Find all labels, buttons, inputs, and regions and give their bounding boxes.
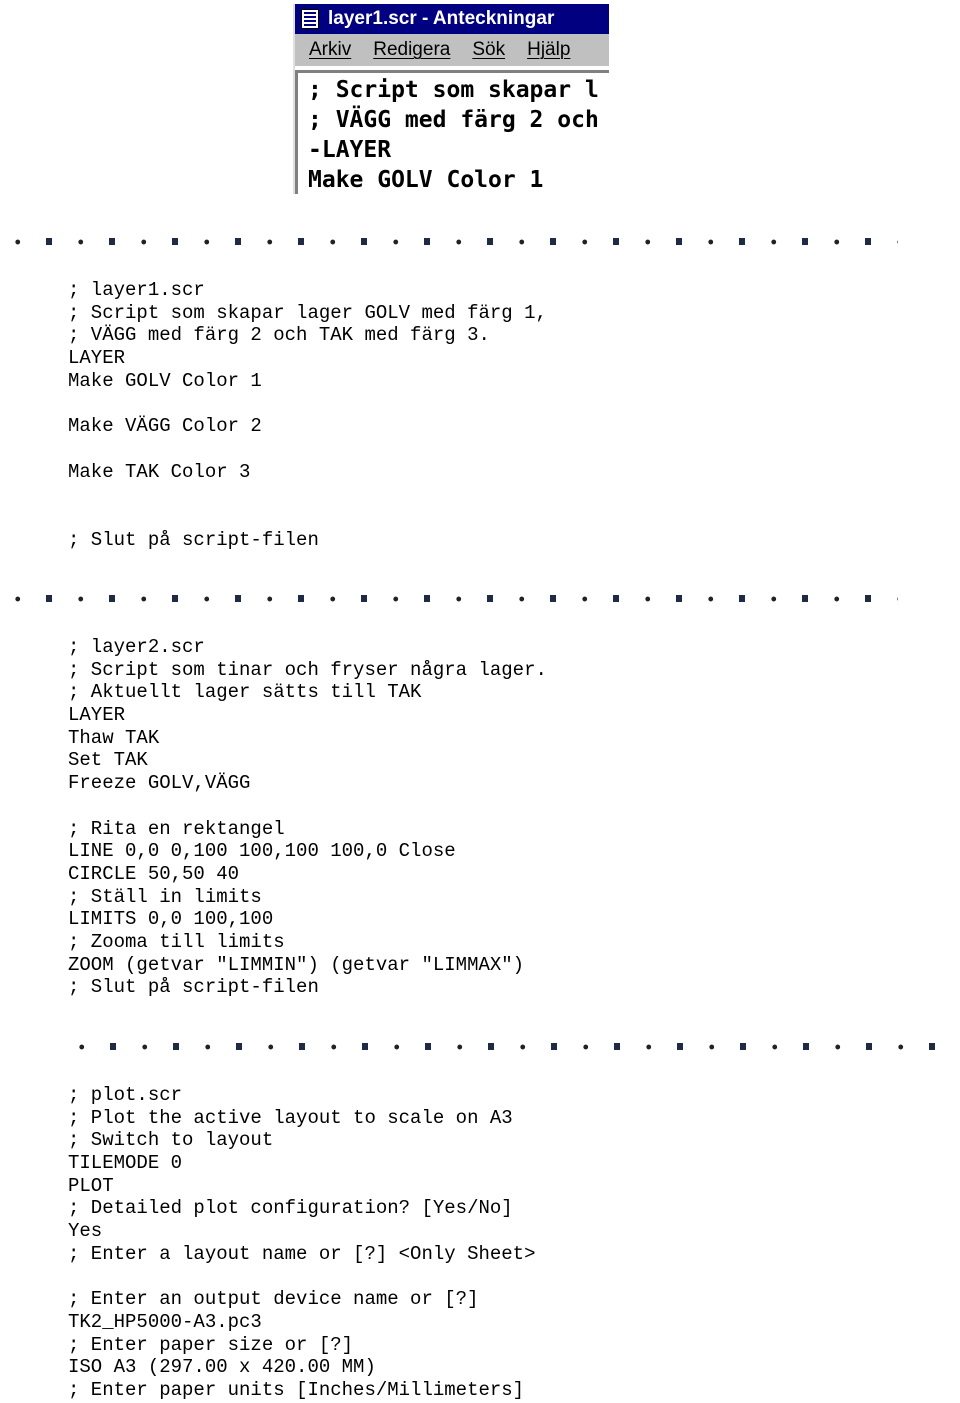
- code-line: ; VÄGG med färg 2 och TAK med färg 3.: [68, 324, 490, 347]
- separator-square: [677, 1043, 683, 1050]
- separator-square: [109, 238, 115, 245]
- separator-square: [613, 238, 619, 245]
- code-line: ; plot.scr: [68, 1084, 183, 1106]
- separator-square: [362, 1043, 368, 1050]
- code-line: [68, 483, 547, 506]
- code-line: LAYER: [68, 704, 126, 727]
- code-line: ; Script som tinar och fryser några lager.: [68, 658, 547, 681]
- code-line: ; Enter an output device name or [?]: [68, 1288, 479, 1311]
- code-line: Thaw TAK: [68, 726, 160, 749]
- separator-square: [802, 595, 808, 602]
- code-line: TILEMODE 0: [68, 1152, 183, 1175]
- code-line: PLOT: [68, 1174, 114, 1197]
- separator-square: [614, 1043, 620, 1050]
- separator-square: [299, 1043, 305, 1050]
- dotted-separator: [66, 1044, 960, 1050]
- separator-square: [866, 1043, 872, 1050]
- script-listing-plot: [68, 1084, 535, 1402]
- code-line: [68, 795, 547, 818]
- separator-square: [488, 1043, 494, 1050]
- code-line: CIRCLE 50,50 40: [68, 862, 240, 885]
- separator-square: [298, 595, 304, 602]
- separator-square: [46, 238, 52, 245]
- editor-line: ; Script som skapar l: [308, 77, 599, 103]
- separator-square: [865, 595, 871, 602]
- separator-square: [487, 595, 493, 602]
- code-line: ; Detailed plot configuration? [Yes/No]: [68, 1197, 513, 1220]
- title-bar: [295, 4, 609, 34]
- menu-item-sok[interactable]: Sök: [472, 39, 506, 60]
- separator-square: [929, 1043, 935, 1050]
- separator-square: [865, 238, 871, 245]
- code-line: ; Enter paper units [Inches/Millimeters]: [68, 1378, 525, 1401]
- code-line: ; Enter paper size or [?]: [68, 1333, 354, 1356]
- separator-square: [803, 1043, 809, 1050]
- code-line: ; Switch to layout: [68, 1129, 274, 1152]
- code-line: [68, 1266, 535, 1289]
- menu-item-redigera[interactable]: Redigera: [373, 39, 451, 60]
- code-line: Make TAK Color 3: [68, 460, 251, 483]
- separator-square: [613, 595, 619, 602]
- separator-square: [550, 238, 556, 245]
- menu-item-hjalp[interactable]: Hjälp: [527, 39, 571, 60]
- separator-square: [46, 595, 52, 602]
- separator-square: [424, 595, 430, 602]
- code-line: Yes: [68, 1220, 103, 1243]
- separator-square: [236, 1043, 242, 1050]
- notepad-app-icon: [301, 9, 319, 29]
- code-line: Make VÄGG Color 2: [68, 415, 262, 438]
- separator-square: [424, 238, 430, 245]
- editor-line: -LAYER: [308, 137, 392, 163]
- separator-square: [361, 238, 367, 245]
- separator-square: [676, 595, 682, 602]
- separator-square: [172, 595, 178, 602]
- separator-square: [298, 238, 304, 245]
- code-line: Set TAK: [68, 749, 148, 772]
- separator-square: [235, 595, 241, 602]
- code-line: ; Slut på script-filen: [68, 976, 319, 999]
- notepad-window: [293, 4, 609, 194]
- dotted-separator: [2, 596, 898, 602]
- code-line: TK2_HP5000-A3.pc3: [68, 1310, 262, 1333]
- editor-text-area[interactable]: [295, 70, 609, 194]
- separator-square: [173, 1043, 179, 1050]
- script-listing-layer2: [68, 636, 547, 999]
- code-line: ; Rita en rektangel: [68, 817, 285, 840]
- code-line: ; Aktuellt lager sätts till TAK: [68, 681, 422, 704]
- code-line: [68, 506, 547, 529]
- separator-square: [550, 595, 556, 602]
- separator-square: [740, 1043, 746, 1050]
- editor-line: ; VÄGG med färg 2 och: [308, 107, 599, 133]
- separator-square: [110, 1043, 116, 1050]
- code-line: ; Ställ in limits: [68, 885, 262, 908]
- separator-square: [739, 595, 745, 602]
- dotted-separator: [2, 239, 898, 245]
- separator-square: [551, 1043, 557, 1050]
- code-line: ZOOM (getvar "LIMMIN") (getvar "LIMMAX"): [68, 953, 525, 976]
- separator-square: [172, 238, 178, 245]
- code-line: ; layer2.scr: [68, 636, 205, 658]
- separator-square: [676, 238, 682, 245]
- code-line: ; Slut på script-filen: [68, 528, 319, 551]
- code-line: ISO A3 (297.00 x 420.00 MM): [68, 1356, 376, 1379]
- menu-item-arkiv[interactable]: Arkiv: [309, 39, 352, 60]
- separator-square: [739, 238, 745, 245]
- separator-square: [487, 238, 493, 245]
- code-line: ; layer1.scr: [68, 279, 205, 301]
- separator-square: [802, 238, 808, 245]
- menu-bar: [295, 34, 609, 66]
- separator-square: [235, 238, 241, 245]
- separator-square: [425, 1043, 431, 1050]
- code-line: LAYER: [68, 347, 126, 370]
- code-line: LINE 0,0 0,100 100,100 100,0 Close: [68, 840, 456, 863]
- code-line: ; Script som skapar lager GOLV med färg 1,: [68, 301, 547, 324]
- code-line: [68, 392, 547, 415]
- code-line: Freeze GOLV,VÄGG: [68, 772, 251, 795]
- script-listing-layer1: [68, 279, 547, 551]
- window-title: layer1.scr - Anteckningar: [328, 8, 555, 29]
- separator-square: [361, 595, 367, 602]
- code-line: ; Enter a layout name or [?] <Only Sheet>: [68, 1242, 536, 1265]
- code-line: [68, 438, 547, 461]
- code-line: LIMITS 0,0 100,100: [68, 908, 274, 931]
- editor-line: Make GOLV Color 1: [308, 167, 544, 193]
- code-line: ; Plot the active layout to scale on A3: [68, 1106, 513, 1129]
- code-line: ; Zooma till limits: [68, 930, 285, 953]
- code-line: Make GOLV Color 1: [68, 369, 262, 392]
- separator-square: [109, 595, 115, 602]
